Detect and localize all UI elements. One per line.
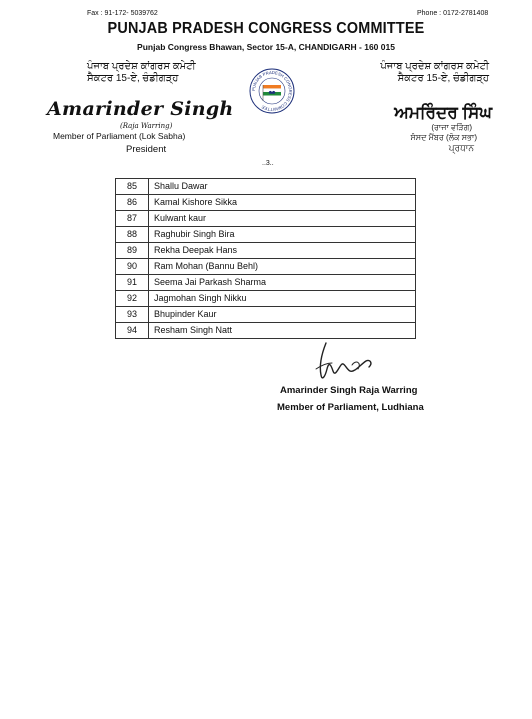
row-number: 87 — [116, 211, 149, 227]
page-number: ..3.. — [262, 160, 274, 167]
signatory-role: Member of Parliament, Ludhiana — [277, 402, 424, 413]
party-seal-logo — [249, 68, 295, 119]
president-name-punjabi: ਅਮਰਿੰਦਰ ਸਿੰਘ — [394, 103, 492, 122]
president-nickname: (Raja Warring) — [120, 122, 173, 130]
table-row — [116, 275, 416, 291]
president-name: Amarinder Singh — [47, 98, 234, 120]
punjabi-org-name-right: ਪੰਜਾਬ ਪ੍ਰਦੇਸ਼ ਕਾਂਗਰਸ ਕਮੇਟੀ — [380, 61, 489, 72]
punjabi-address-right — [380, 61, 489, 85]
president-membership-punjabi: ਸੰਸਦ ਮੈਂਬਰ (ਲੋਕ ਸਭਾ) — [410, 133, 477, 142]
table-row — [116, 323, 416, 339]
table-row — [116, 227, 416, 243]
organization-name: PUNJAB PRADESH CONGRESS COMMITTEE — [107, 20, 425, 37]
president-title-punjabi: ਪ੍ਰਧਾਨ — [448, 143, 474, 153]
svg-text:PUNJAB PRADESH CONGRESS COMMIT: PUNJAB PRADESH CONGRESS COMMITTEE — [250, 69, 294, 113]
member-name: Seema Jai Parkash Sharma — [149, 275, 416, 291]
punjabi-location-right: ਸੈਕਟਰ 15-ਏ, ਚੰਡੀਗੜ੍ਹ — [397, 73, 489, 84]
row-number: 94 — [116, 323, 149, 339]
row-number: 88 — [116, 227, 149, 243]
member-name: Ram Mohan (Bannu Behl) — [149, 259, 416, 275]
row-number: 85 — [116, 179, 149, 195]
table-row — [116, 179, 416, 195]
row-number: 89 — [116, 243, 149, 259]
congress-seal-icon — [249, 68, 295, 114]
organization-address: Punjab Congress Bhawan, Sector 15-A, CHANDIGARH - 160 015 — [137, 42, 395, 52]
member-name: Rekha Deepak Hans — [149, 243, 416, 259]
member-name: Kulwant kaur — [149, 211, 416, 227]
row-number: 90 — [116, 259, 149, 275]
punjabi-location-left: ਸੈਕਟਰ 15-ਏ, ਚੰਡੀਗੜ੍ਹ — [87, 73, 179, 84]
members-table — [115, 178, 416, 339]
table-row — [116, 291, 416, 307]
table-row — [116, 243, 416, 259]
member-name: Jagmohan Singh Nikku — [149, 291, 416, 307]
punjabi-address-left — [87, 61, 196, 85]
row-number: 92 — [116, 291, 149, 307]
row-number: 93 — [116, 307, 149, 323]
president-membership: Member of Parliament (Lok Sabha) — [53, 131, 186, 141]
member-name: Bhupinder Kaur — [149, 307, 416, 323]
table-row — [116, 195, 416, 211]
president-nickname-punjabi: (ਰਾਜਾ ਵੜਿੰਗ) — [431, 123, 472, 132]
signature-icon — [312, 339, 382, 387]
member-name: Raghubir Singh Bira — [149, 227, 416, 243]
fax-number: Fax : 91-172- 5039762 — [87, 10, 158, 17]
table-row — [116, 307, 416, 323]
row-number: 86 — [116, 195, 149, 211]
phone-number: Phone : 0172-2781408 — [417, 10, 489, 17]
signatory-name: Amarinder Singh Raja Warring — [280, 385, 418, 396]
punjabi-org-name-left: ਪੰਜਾਬ ਪ੍ਰਦੇਸ਼ ਕਾਂਗਰਸ ਕਮੇਟੀ — [87, 61, 196, 72]
table-row — [116, 259, 416, 275]
president-title: President — [126, 144, 167, 155]
row-number: 91 — [116, 275, 149, 291]
member-name: Resham Singh Natt — [149, 323, 416, 339]
member-name: Shallu Dawar — [149, 179, 416, 195]
table-row — [116, 211, 416, 227]
member-name: Kamal Kishore Sikka — [149, 195, 416, 211]
